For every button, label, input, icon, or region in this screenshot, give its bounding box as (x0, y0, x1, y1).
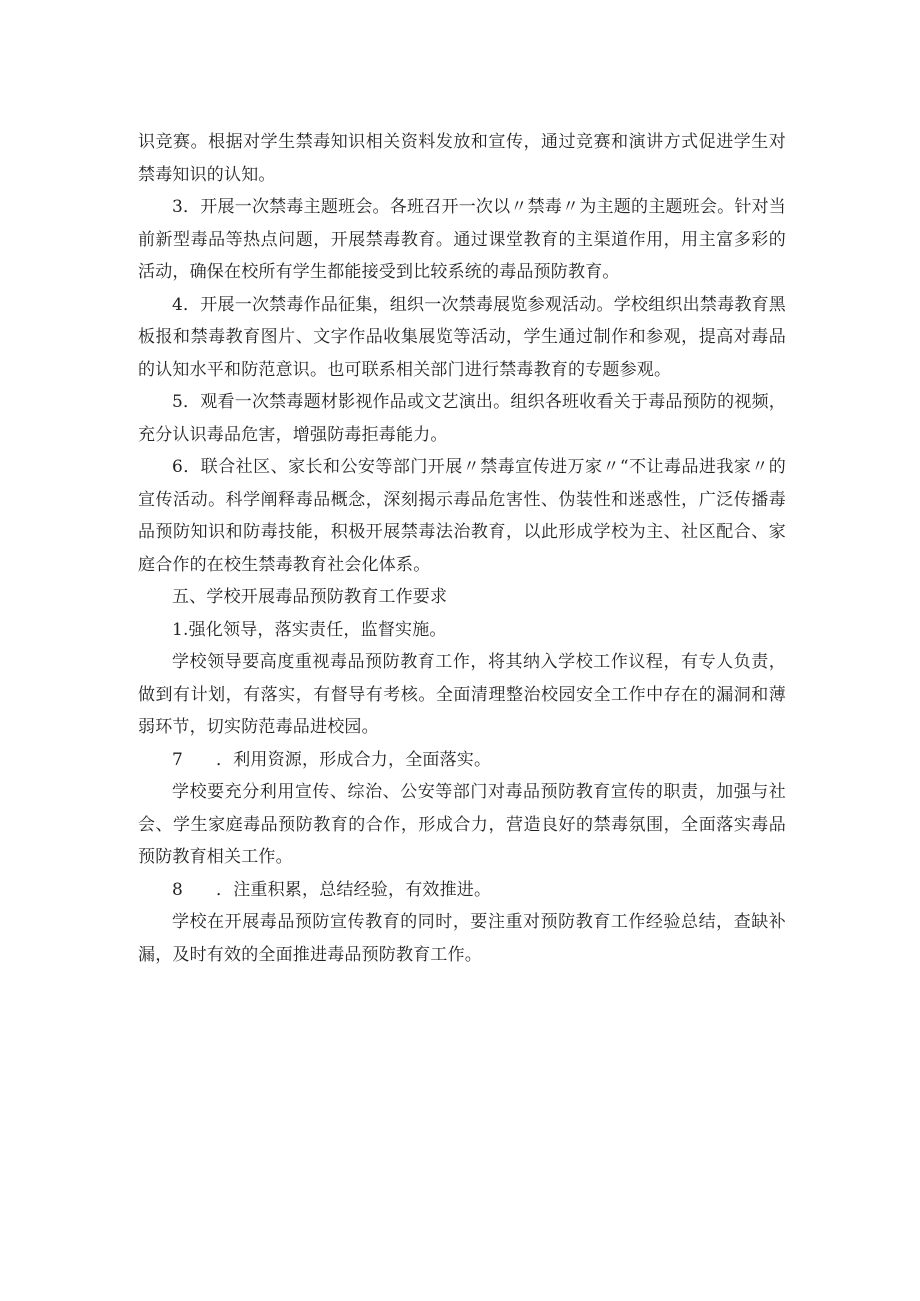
paragraph-item-6: 6．联合社区、家长和公安等部门开展〃禁毒宣传进万家〃“不让毒品进我家〃的宣传活动。科学阐释毒品概念，深刻揭示毒品危害性、伪装性和迷惑性，广泛传播毒品预防知识和防毒技能，积极开展禁毒法治教育，以此形成学校为主、社区配合、家庭合作的在校生禁毒教育社会化体系。 (138, 457, 786, 575)
item-7-number: 7 (172, 749, 184, 770)
paragraph-item-5: 5．观看一次禁毒题材影视作品或文艺演出。组织各班收看关于毒品预防的视频，充分认识毒品危害，增强防毒拒毒能力。 (138, 392, 786, 445)
item-8-number: 8 (172, 879, 184, 900)
subheading-item-8 (138, 874, 786, 907)
section-heading-requirements: 五、学校开展毒品预防教育工作要求 (172, 587, 448, 607)
item-8-text: ．注重积累，总结经验，有效推进。 (216, 879, 492, 900)
paragraph-contest-continued: 识竞赛。根据对学生禁毒知识相关资料发放和宣传，通过竞赛和演讲方式促进学生对禁毒知识的认知。 (138, 132, 786, 185)
subheading-item-7 (138, 744, 786, 777)
document-page (138, 126, 786, 971)
paragraph-leadership: 学校领导要高度重视毒品预防教育工作，将其纳入学校工作议程，有专人负责，做到有计划，有落实，有督导有考核。全面清理整治校园安全工作中存在的漏洞和薄弱环节，切实防范毒品进校园。 (138, 652, 786, 737)
paragraph-accumulate: 学校在开展毒品预防宣传教育的同时，要注重对预防教育工作经验总结，查缺补漏，及时有效的全面推进毒品预防教育工作。 (138, 912, 786, 965)
paragraph-resources: 学校要充分利用宣传、综治、公安等部门对毒品预防教育宣传的职责，加强与社会、学生家庭毒品预防教育的合作，形成合力，营造良好的禁毒氛围，全面落实毒品预防教育相关工作。 (138, 782, 786, 867)
item-7-text: ．利用资源，形成合力，全面落实。 (216, 749, 492, 770)
paragraph-item-3: 3．开展一次禁毒主题班会。各班召开一次以〃禁毒〃为主题的主题班会。针对当前新型毒品等热点问题，开展禁毒教育。通过课堂教育的主渠道作用，用主富多彩的活动，确保在校所有学生都能接受到比较系统的毒品预防教育。 (138, 197, 786, 282)
subheading-item-1: 1.强化领导，落实责任，监督实施。 (172, 619, 447, 640)
paragraph-item-4: 4．开展一次禁毒作品征集，组织一次禁毒展览参观活动。学校组织出禁毒教育黑板报和禁毒教育图片、文字作品收集展览等活动，学生通过制作和参观，提高对毒品的认知水平和防范意识。也可联系相关部门进行禁毒教育的专题参观。 (138, 294, 786, 380)
